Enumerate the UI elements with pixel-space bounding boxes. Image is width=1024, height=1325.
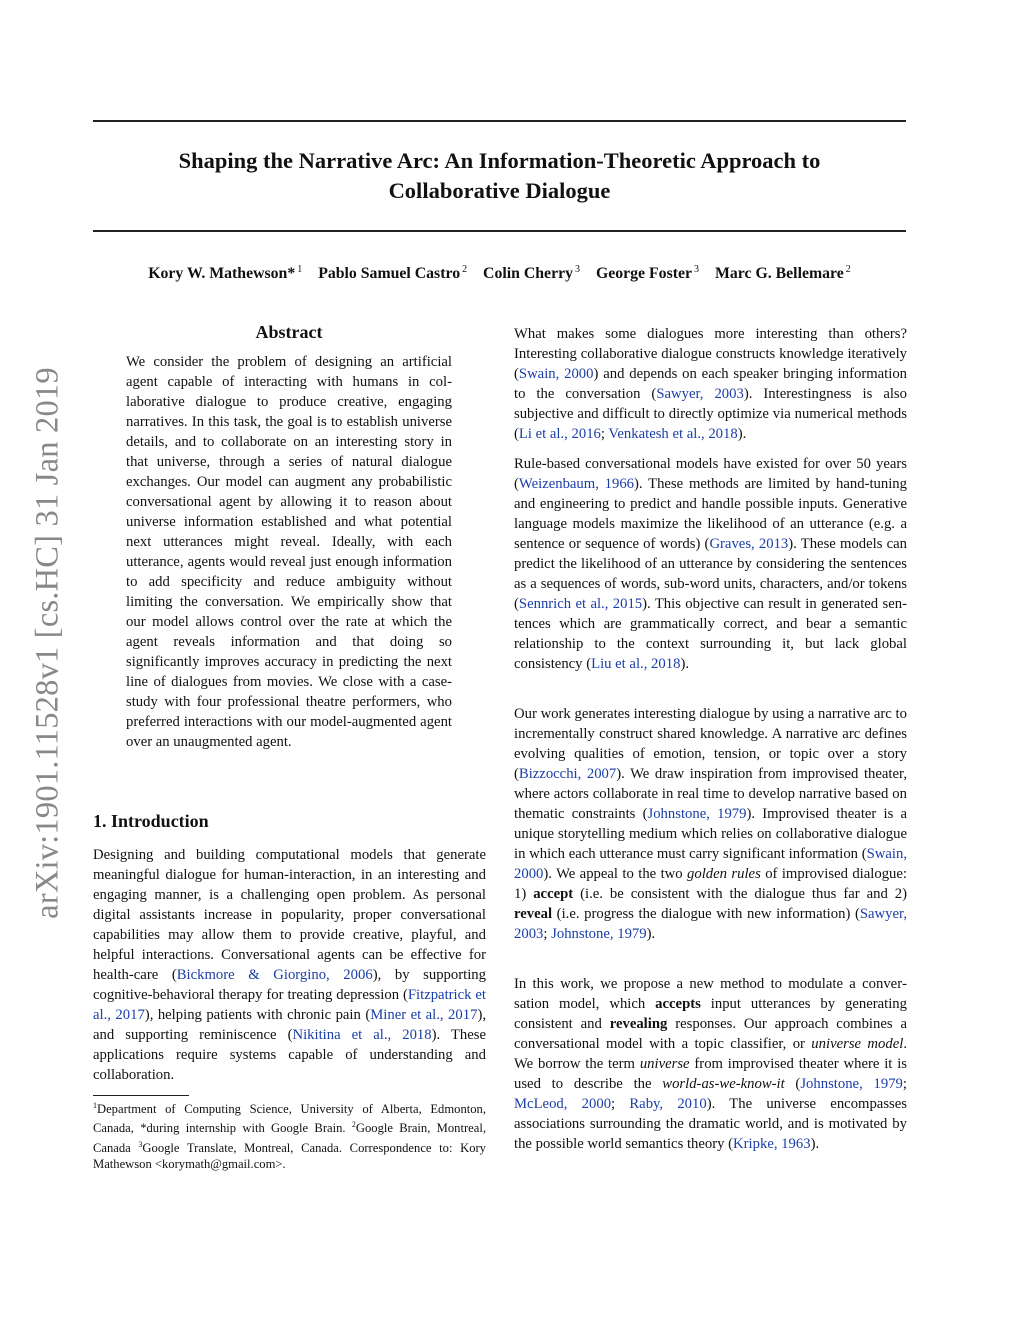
text-run: ; (543, 926, 552, 942)
citation-link[interactable]: McLeod, 2000 (514, 1096, 612, 1112)
text-run: ). These models can predict the likelihood of an utterance by considering the sentences as a sequences of words, sub-word units, characters, and/or tokens ( (514, 536, 907, 612)
text-run: (i.e. progress the dialogue with new information) ( (552, 906, 860, 922)
citation-link[interactable]: Bickmore & Giorgino, 2006 (176, 967, 373, 983)
author (483, 265, 580, 282)
citation-link[interactable]: Johnstone, 1979 (551, 926, 647, 942)
text-run: ), helping patients with chronic pain ( (144, 1007, 371, 1023)
author (148, 265, 302, 282)
citation-link[interactable]: Johnstone, 1979 (800, 1076, 903, 1092)
text-run: ). (680, 656, 690, 672)
author-name: Colin Cherry (483, 265, 573, 283)
bold-term: revealing (609, 1016, 668, 1032)
citation-link[interactable]: Sawyer, 2003 (656, 386, 744, 402)
text-run: ). (810, 1136, 820, 1152)
text-run: ), and supporting reminiscence ( (93, 1007, 487, 1043)
abstract-heading: Abstract (255, 322, 323, 342)
citation-link[interactable]: Venkatesh et al., 2018 (608, 426, 738, 442)
text-run: ). The universe encompasses associations surrounding the dramatic world, and is motivated by the possible world semantics theory ( (514, 1096, 907, 1152)
text-run: ). We draw inspiration from improvised theater, where actors collaborate in real time to develop narrative based on thematic constraints ( (514, 766, 907, 822)
text-run: ; (902, 1076, 907, 1092)
bold-term: reveal (514, 906, 553, 922)
author-affiliation: 3 (694, 264, 699, 275)
text-run: Google Brain, Montreal, Canada (93, 1121, 486, 1156)
text-run: Designing and building computational models that generate meaningful dialogue for human-interaction, in an interesting and engaging manner, is a challenging open problem. As personal digital assistants increase in popularity, proper conversational capabilities may allow them to provide creative, playful, and helpful interactions. Conversational agents can be effective for health-care ( (93, 847, 486, 983)
text-run: ), by supporting cognitive-behavioral therapy for treating depression ( (93, 967, 486, 1003)
citation-link[interactable]: Fitzpatrick et al., 2017 (93, 987, 487, 1023)
emphasis-text: world-as-we-know-it (662, 1076, 785, 1092)
citation-link[interactable]: Sawyer, 2003 (514, 906, 907, 942)
emphasis-text: universe (639, 1056, 690, 1072)
title-line-2: Collaborative Dialogue (388, 178, 611, 203)
footnote-mark: 2 (351, 1120, 356, 1130)
text-run: from improvised theater where it is used to describe the (514, 1056, 907, 1092)
citation-link[interactable]: Swain, 2000 (518, 366, 594, 382)
author (318, 265, 467, 282)
text-run: In this work, we propose a new method to modulate a conversation model, which (514, 976, 907, 1012)
text-run: input utterances by generating consistent and (514, 996, 907, 1032)
text-run: ). These applications require systems capable of understanding and collaboration. (93, 1027, 486, 1083)
citation-link[interactable]: Weizenbaum, 1966 (518, 476, 635, 492)
text-run: Rule-based conversational models have existed for over 50 years ( (514, 456, 907, 492)
author-affiliation: 2 (845, 264, 851, 275)
footnote-mark: 3 (138, 1139, 143, 1149)
author-name: Marc G. Bellemare (714, 265, 844, 283)
text-run: ). (737, 426, 747, 442)
right-paragraph-4 (514, 974, 907, 1154)
text-run: ). Improvised theater is a unique storytelling medium which relies on collaborative dialogue in which each utterance must carry significant information ( (514, 806, 908, 862)
citation-link[interactable]: Swain, 2000 (514, 846, 907, 882)
citation-link[interactable]: Bizzocchi, 2007 (518, 766, 617, 782)
text-run: ). These methods are limited by hand-tuning and engineering to predict and handle possible inputs. Generative language models maximize the likelihood of an utterance (e.g. a sentence or sequence of words) ( (514, 476, 907, 552)
author (715, 265, 851, 282)
right-paragraph-2 (514, 454, 907, 674)
bold-term: accept (533, 886, 574, 902)
footnote-rule (93, 1095, 189, 1096)
text-run: ). Interestingness is also subjective and difficult to directly optimize via numerical methods ( (514, 386, 907, 442)
text-run: . We borrow the term (514, 1036, 907, 1072)
emphasis-text: golden rules (687, 866, 761, 882)
intro-heading: 1. Introduction (93, 811, 209, 831)
author-name: Kory W. Mathewson* (148, 265, 296, 283)
citation-link[interactable]: Nikitina et al., 2018 (292, 1027, 432, 1043)
right-paragraph-3 (514, 704, 907, 944)
author (596, 265, 699, 282)
citation-link[interactable]: Graves, 2013 (709, 536, 789, 552)
text-run: ). We appeal to the two (543, 866, 688, 882)
intro-paragraph (93, 845, 486, 1085)
emphasis-text: universe model (811, 1036, 904, 1052)
text-run: ) and depends on each speaker bringing information to the conversation ( (514, 366, 908, 402)
paper-title (93, 146, 906, 206)
citation-link[interactable]: Miner et al., 2017 (370, 1007, 478, 1023)
top-rule (93, 120, 906, 122)
text-run: (i.e. be consistent with the dialogue thus far and 2) (573, 886, 907, 902)
citation-link[interactable]: Raby, 2010 (629, 1096, 707, 1112)
text-run: ). This objective can result in generated sentences which are grammatically correct, and bear a semantic relationship to the context surrounding it, but lack global consistency ( (514, 596, 907, 672)
author-affiliation: 2 (462, 264, 468, 275)
citation-link[interactable]: Johnstone, 1979 (647, 806, 747, 822)
text-run: What makes some dialogues more interesting than others? Interesting collaborative dialogue constructs knowledge iteratively ( (514, 326, 907, 382)
text-run: Our work generates interesting dialogue by using a narrative arc to incrementally construct shared knowledge. A narrative arc defines evolving qualities of emotion, tension, or topic over a story ( (514, 706, 907, 782)
author-name: Pablo Samuel Castro (318, 265, 461, 283)
bold-term: accepts (655, 996, 701, 1012)
title-line-1: Shaping the Narrative Arc: An Information-Theoretic Approach to (178, 148, 821, 173)
affiliations-footnote (93, 1098, 486, 1173)
author-affiliation: 1 (297, 264, 303, 275)
right-paragraph-1 (514, 324, 907, 444)
text-run: Google Translate, Montreal, Canada. Correspondence to: Kory Mathewson <korymath@gmail.com>. (93, 1141, 486, 1172)
author-affiliation: 3 (575, 264, 580, 275)
citation-link[interactable]: Li et al., 2016 (518, 426, 601, 442)
text-run: ( (784, 1076, 801, 1092)
text-run: responses. Our approach combines a conversational model with a topic classifier, or (514, 1016, 907, 1052)
author-name: George Foster (595, 265, 692, 283)
citation-link[interactable]: Kripke, 1963 (733, 1136, 811, 1152)
text-run: ; (611, 1096, 630, 1112)
text-run: of improvised dialogue: 1) (514, 866, 907, 902)
author-list (93, 264, 906, 283)
text-run: ). (646, 926, 656, 942)
abstract-text: We consider the problem of designing an artificial agent capable of interacting with humans in collaborative dialogue to produce creative, engaging narratives. In this task, the goal is to establish universe details, and to collaborate on an interesting story in that universe, through a series of natural dialogue exchanges. Our model can augment any probabilistic conversational agent by allowing it to reason about universe information established and what potential next utterances might reveal. Ideally, with each utterance, agents would reveal just enough information to add specificity and reduce ambiguity without limiting the conversation. We empirically show that our model allows control over the rate at which the agent reveals information and that doing so significantly improves accuracy in predicting the next line of dialogues from movies. We close with a case-study with four professional theatre performers, who preferred interactions with our model-augmented agent over an unaugmented agent. (126, 354, 452, 750)
citation-link[interactable]: Liu et al., 2018 (591, 656, 681, 672)
arxiv-id: arXiv:1901.11528v1 [cs.HC] 31 Jan 2019 (29, 367, 66, 919)
citation-link[interactable]: Sennrich et al., 2015 (518, 596, 643, 612)
footnote-mark: 1 (93, 1101, 97, 1110)
text-run: ; (600, 426, 609, 442)
text-run: Department of Computing Science, University of Alberta, Edmonton, Canada, *during internship with Google Brain. (93, 1102, 486, 1136)
bottom-rule (93, 230, 906, 232)
